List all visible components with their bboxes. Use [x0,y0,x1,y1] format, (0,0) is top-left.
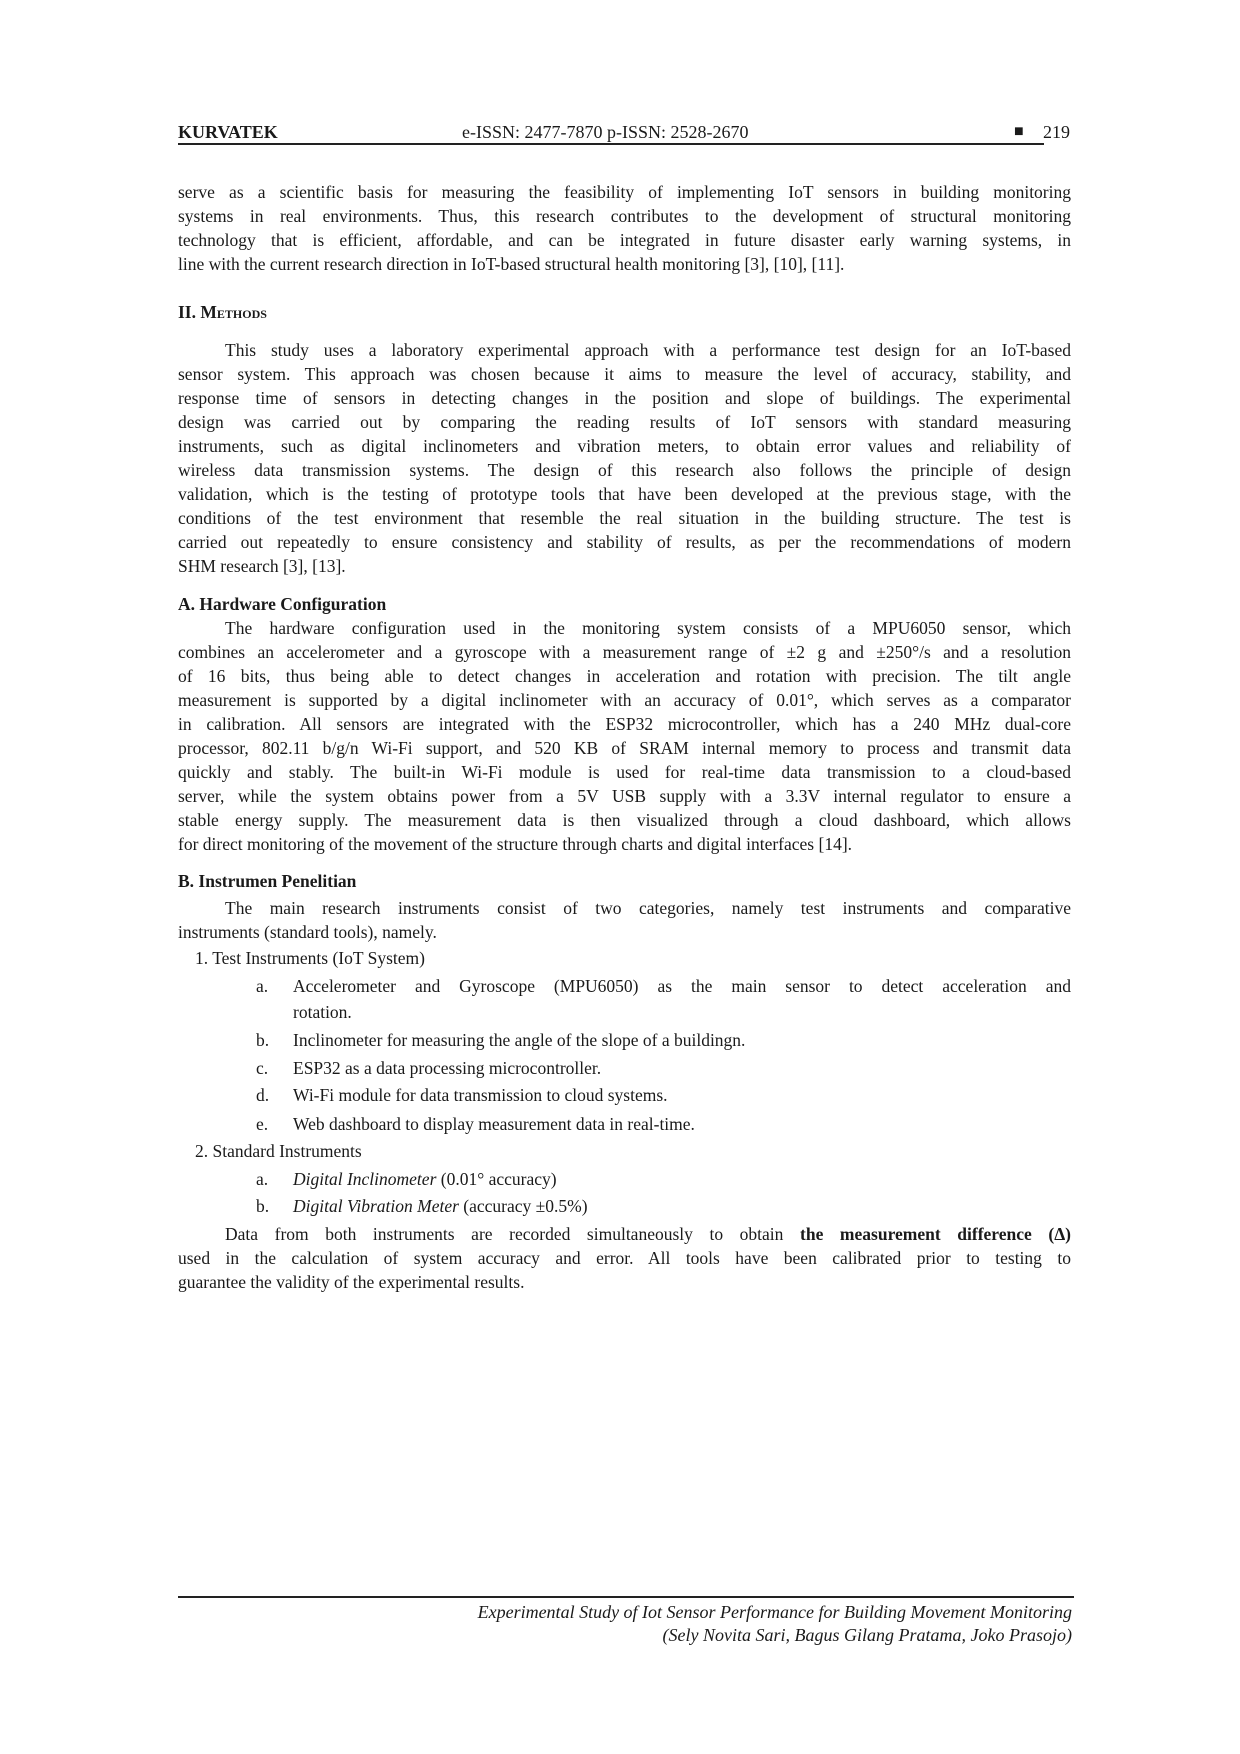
paragraph-line: combines an accelerometer and a gyroscope with a measurement range of ±2 g and ±250°/s and a resolution [178,642,1071,662]
paragraph-line: SHM research [3], [13]. [178,556,346,576]
paragraph-line: in calibration. All sensors are integrated with the ESP32 microcontroller, which has a 240 MHz dual-core [178,714,1071,734]
paragraph-line: of 16 bits, thus being able to detect changes in acceleration and rotation with precision. The tilt angle [178,666,1071,686]
journal-name: KURVATEK [178,122,278,142]
list-group [195,946,425,970]
list-item-line: Accelerometer and Gyroscope (MPU6050) as the main sensor to detect acceleration and [293,976,1071,996]
page-marker-icon: ■ [1014,123,1024,140]
section-heading-methods: II. Methods [178,302,267,322]
list-item-line: Inclinometer for measuring the angle of the slope of a buildingn. [293,1030,746,1050]
italic-term: Digital Inclinometer [293,1169,437,1189]
paragraph-line: wireless data transmission systems. The design of this research also follows the principle of design [178,460,1071,480]
list-item-line: Wi-Fi module for data transmission to cloud systems. [293,1085,668,1105]
paragraph-line: stable energy supply. The measurement data is then visualized through a cloud dashboard, which allows [178,810,1071,830]
subsection-heading-hardware: A. Hardware Configuration [178,594,387,614]
list-item-line: rotation. [293,1002,352,1022]
paragraph-line: processor, 802.11 b/g/n Wi-Fi support, and 520 KB of SRAM internal memory to process and transmit data [178,738,1071,758]
paragraph-line: quickly and stably. The built-in Wi-Fi module is used for real-time data transmission to a cloud-based [178,762,1071,782]
paragraph-line: systems in real environments. Thus, this research contributes to the development of structural monitoring [178,206,1071,226]
page-number: 219 [1043,122,1070,142]
intro-paragraph [178,180,1071,276]
list-item-letter: c. [256,1058,269,1078]
paragraph-line: carried out repeatedly to ensure consistency and stability of results, as per the recommendations of modern [178,532,1071,552]
list-item-letter: a. [256,1169,269,1189]
paragraph-line [178,1222,1071,1246]
paragraph-line: The main research instruments consist of two categories, namely test instruments and comparative [225,898,1071,918]
bold-phrase: the measurement difference (Δ) [800,1224,1071,1244]
instruments-paragraph [178,896,1071,944]
methods-paragraph [178,338,1071,578]
footer-rule [178,1596,1074,1598]
footer [478,1601,1072,1647]
paragraph-line: conditions of the test environment that resemble the real situation in the building structure. The test is [178,508,1071,528]
paragraph-line: server, while the system obtains power from a 5V USB supply with a 3.3V internal regulator to ensure a [178,786,1071,806]
closing-paragraph [178,1222,1071,1294]
text-span: Data from both instruments are recorded simultaneously to obtain [225,1224,801,1244]
paragraph-line: This study uses a laboratory experimental approach with a performance test design for an IoT-based [225,340,1071,360]
paragraph-line: validation, which is the testing of prototype tools that have been developed at the previous stage, with the [178,484,1071,504]
list-item-line [293,1194,588,1218]
paragraph-line: used in the calculation of system accuracy and error. All tools have been calibrated prior to testing to [178,1248,1071,1268]
list-item-letter: e. [256,1114,269,1134]
list-item-letter: d. [256,1085,270,1105]
list-item-rest: (accuracy ±0.5%) [458,1196,588,1216]
paragraph-line: The hardware configuration used in the monitoring system consists of a MPU6050 sensor, which [225,618,1071,638]
list-number: 2. [195,1141,209,1161]
list-item-line [293,1167,557,1191]
list-group [195,1139,362,1163]
paragraph-line: line with the current research direction in IoT-based structural health monitoring [3], [10], [11]. [178,254,845,274]
issn: e-ISSN: 2477-7870 p-ISSN: 2528-2670 [462,122,749,142]
paragraph-line: technology that is efficient, affordable, and can be integrated in future disaster early warning systems, in [178,230,1071,250]
list-item-letter: b. [256,1030,270,1050]
paragraph-line: measurement is supported by a digital inclinometer with an accuracy of 0.01°, which serves as a comparator [178,690,1071,710]
italic-term: Digital Vibration Meter [293,1196,459,1216]
footer-title: Experimental Study of Iot Sensor Performance for Building Movement Monitoring [477,1602,1072,1622]
list-item-line: Web dashboard to display measurement data in real-time. [293,1114,695,1134]
paragraph-line: response time of sensors in detecting changes in the position and slope of buildings. The experimental [178,388,1071,408]
paragraph-line: guarantee the validity of the experimental results. [178,1272,525,1292]
paragraph-line: instruments (standard tools), namely. [178,922,437,942]
list-item-rest: (0.01° accuracy) [436,1169,557,1189]
footer-authors: (Sely Novita Sari, Bagus Gilang Pratama, Joko Prasojo) [662,1625,1072,1645]
list-number: 1. [195,948,209,968]
paragraph-line: design was carried out by comparing the reading results of IoT sensors with standard measuring [178,412,1071,432]
paragraph-line: instruments, such as digital inclinometers and vibration meters, to obtain error values and reliability of [178,436,1071,456]
paragraph-line: for direct monitoring of the movement of the structure through charts and digital interfaces [14]. [178,834,853,854]
hardware-paragraph [178,616,1071,856]
list-item-letter: a. [256,976,269,996]
list-group-label: Standard Instruments [212,1141,362,1161]
paragraph-line: serve as a scientific basis for measuring the feasibility of implementing IoT sensors in building monitoring [178,182,1071,202]
paragraph-line: sensor system. This approach was chosen because it aims to measure the level of accuracy, stability, and [178,364,1071,384]
list-group-label: Test Instruments (IoT System) [212,948,425,968]
list-item-letter: b. [256,1196,270,1216]
header-rule [178,143,1044,145]
list-item-line: ESP32 as a data processing microcontroller. [293,1058,602,1078]
subsection-heading-instruments: B. Instrumen Penelitian [178,871,357,891]
